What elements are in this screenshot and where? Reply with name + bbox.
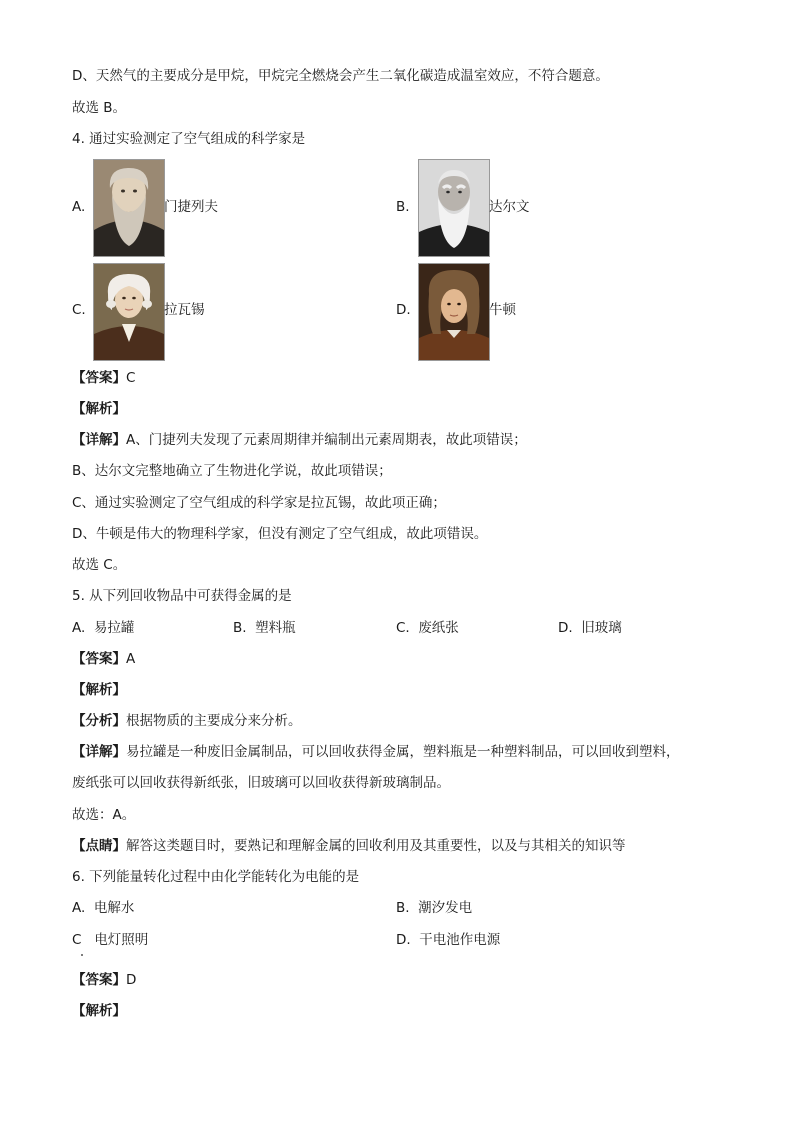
q4-analysis-tag: 【解析】	[72, 401, 126, 417]
q6-option-c-letter: C	[72, 932, 82, 948]
q5-option-b-text: 塑料瓶	[255, 620, 296, 636]
q4-option-c-name: 拉瓦锡	[164, 302, 205, 318]
q4-option-c-letter: C.	[72, 302, 86, 318]
q5-analysis-tag: 【解析】	[72, 682, 126, 698]
q6-analysis-tag: 【解析】	[72, 1003, 126, 1019]
q6-option-a-text: 电解水	[93, 900, 135, 916]
q6-option-b-text: 潮汐发电	[418, 900, 473, 916]
q4-option-d-name: 牛顿	[489, 302, 516, 318]
q6-option-d	[396, 930, 500, 950]
q6-option-d-text: 干电池作电源	[419, 932, 501, 948]
q6-option-b	[396, 898, 472, 918]
q5-option-b	[233, 618, 296, 638]
q5-analyze	[72, 711, 302, 731]
q5-comment-text: 解答这类题目时，要熟记和理解金属的回收利用及其重要性，以及与其相关的知识等	[126, 838, 626, 854]
q5-option-d-letter: D.	[558, 620, 573, 636]
q5-analyze-text: 根据物质的主要成分来分析。	[126, 713, 302, 729]
q5-answer-tag: 【答案】	[72, 651, 126, 667]
q5-answer	[72, 649, 135, 669]
prev-conclusion: 故选 B。	[72, 100, 127, 116]
q6-answer	[72, 970, 136, 990]
q4-option-b-name: 达尔文	[489, 199, 530, 215]
q4-detail-d: D、牛顿是伟大的物理科学家，但没有测定了空气组成，故此项错误。	[72, 526, 488, 542]
portrait-lavoisier-icon	[93, 263, 165, 361]
portrait-mendeleev-icon	[93, 159, 165, 257]
q6-stem: 6. 下列能量转化过程中由化学能转化为电能的是	[72, 869, 360, 885]
q5-option-d-text: 旧玻璃	[581, 620, 622, 636]
q6-option-a	[72, 898, 134, 918]
q6-option-c-text: 电灯照明	[94, 932, 149, 948]
q5-answer-value: A	[126, 651, 136, 667]
q5-comment-tag: 【点睛】	[72, 838, 126, 854]
q6-answer-tag: 【答案】	[72, 972, 126, 988]
q4-answer-tag: 【答案】	[72, 370, 126, 386]
q5-option-c-text: 废纸张	[418, 620, 459, 636]
q5-option-a-letter: A.	[72, 620, 86, 636]
q4-conclusion: 故选 C。	[72, 557, 127, 573]
q4-stem: 4. 通过实验测定了空气组成的科学家是	[72, 131, 306, 147]
q4-detail-c: C、通过实验测定了空气组成的科学家是拉瓦锡，故此项正确；	[72, 495, 446, 511]
q5-detail-2: 废纸张可以回收获得新纸张，旧玻璃可以回收获得新玻璃制品。	[72, 775, 450, 791]
q5-option-b-letter: B.	[233, 620, 247, 636]
q5-option-d	[558, 618, 622, 638]
q5-conclusion: 故选：A。	[72, 807, 136, 823]
portrait-darwin-icon	[418, 159, 490, 257]
q5-detail-tag: 【详解】	[72, 744, 126, 760]
q5-option-c	[396, 618, 459, 638]
q4-option-d-letter: D.	[396, 302, 411, 318]
q6-option-b-letter: B.	[396, 900, 410, 916]
q4-detail-b: B、达尔文完整地确立了生物进化学说，故此项错误；	[72, 463, 392, 479]
q5-option-a	[72, 618, 134, 638]
q4-detail-a	[72, 430, 527, 450]
q5-option-c-letter: C.	[396, 620, 410, 636]
q4-answer	[72, 368, 135, 388]
q4-option-b-letter: B.	[396, 199, 410, 215]
q4-option-a-letter: A.	[72, 199, 86, 215]
q5-stem: 5. 从下列回收物品中可获得金属的是	[72, 588, 292, 604]
q5-analyze-tag: 【分析】	[72, 713, 126, 729]
portrait-newton-icon	[418, 263, 490, 361]
q4-option-a-name: 门捷列夫	[164, 199, 218, 215]
q4-detail-tag: 【详解】	[72, 432, 126, 448]
q4-detail-a-text: A、门捷列夫发现了元素周期律并编制出元素周期表，故此项错误；	[126, 432, 527, 448]
q5-detail-1-text: 易拉罐是一种废旧金属制品，可以回收获得金属，塑料瓶是一种塑料制品，可以回收到塑料，	[126, 744, 680, 760]
q6-option-a-letter: A.	[72, 900, 86, 916]
q6-option-c	[72, 930, 148, 950]
q6-answer-value: D	[126, 972, 137, 988]
stray-dot	[81, 954, 83, 956]
q6-option-d-letter: D.	[396, 932, 411, 948]
q5-detail-1	[72, 742, 680, 762]
q5-option-a-text: 易拉罐	[93, 620, 135, 636]
q4-answer-value: C	[126, 370, 136, 386]
prev-option-d-explanation: D、天然气的主要成分是甲烷，甲烷完全燃烧会产生二氧化碳造成温室效应，不符合题意。	[72, 68, 609, 84]
q5-comment	[72, 836, 626, 856]
